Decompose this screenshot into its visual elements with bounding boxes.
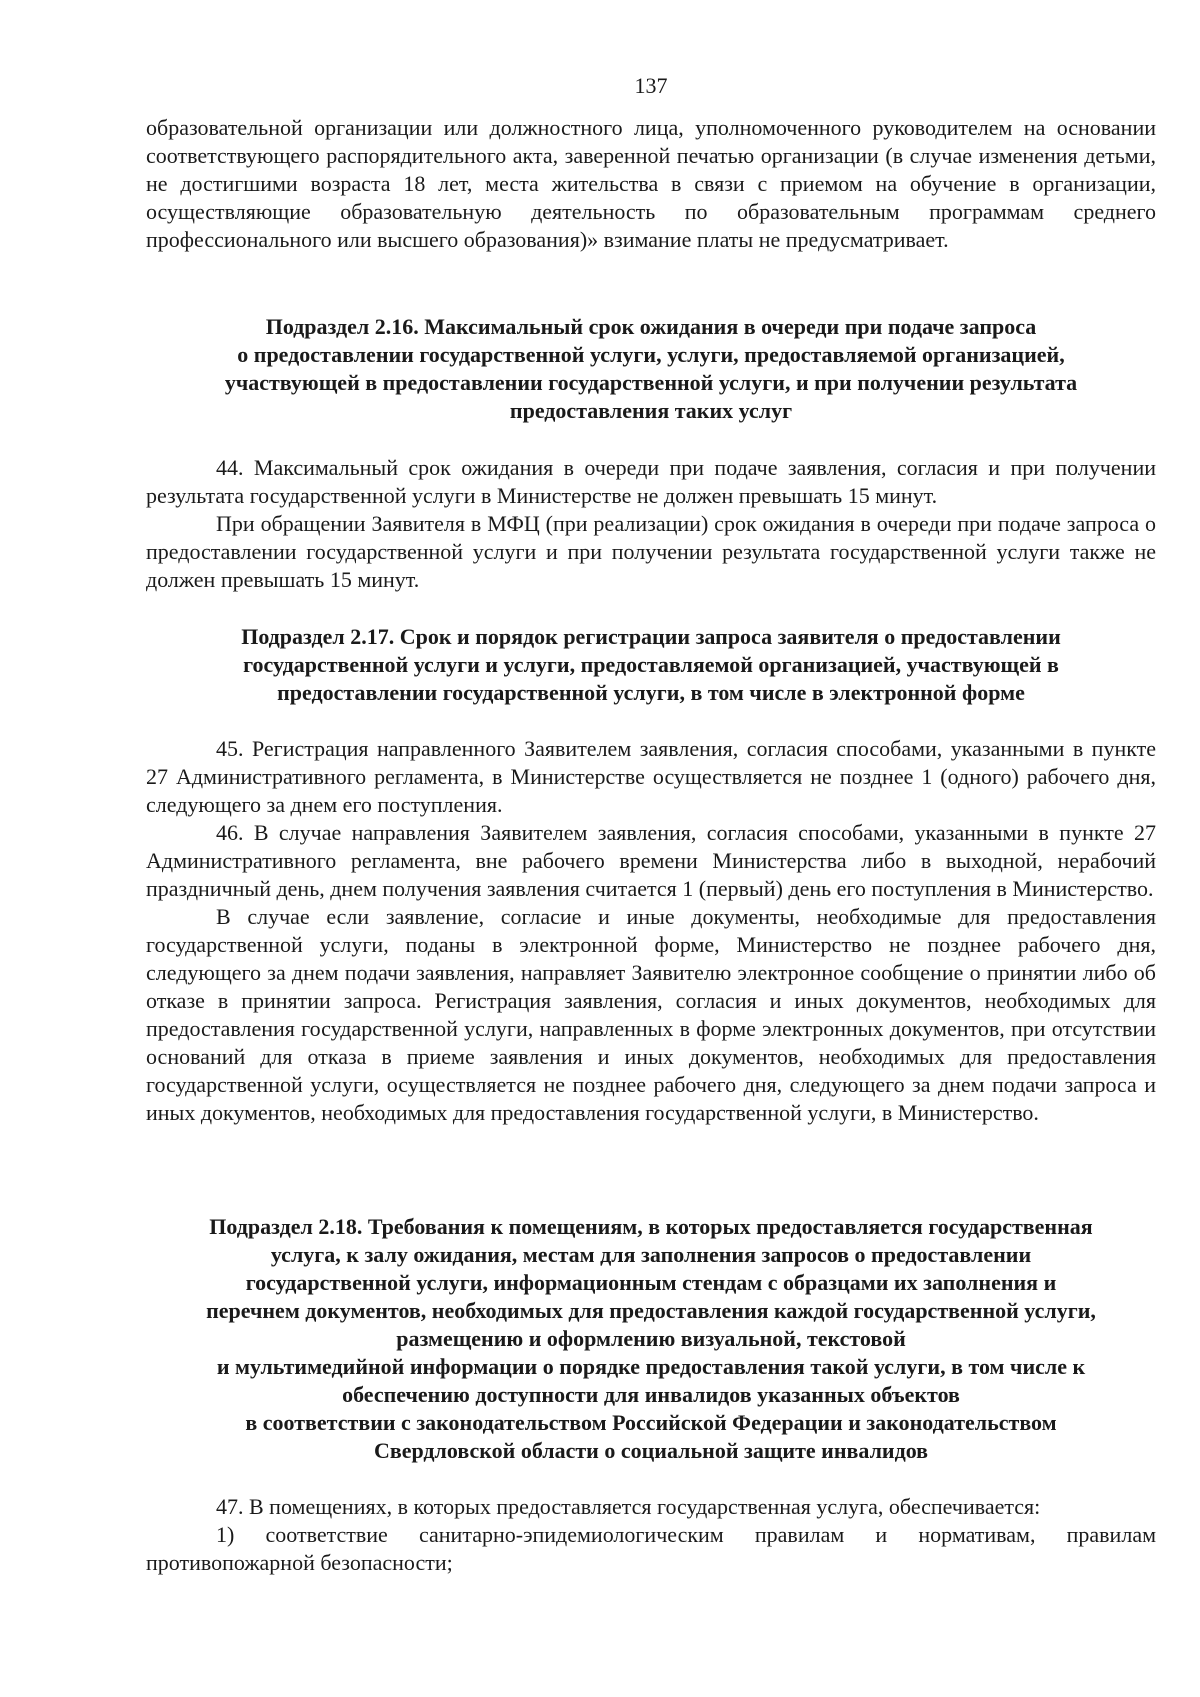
heading-line: Свердловской области о социальной защите инвалидов — [373, 1438, 929, 1463]
paragraph-44: 44. Максимальный срок ожидания в очереди при подаче заявления, согласия и при получении результата государственной услуги в Министерстве не должен превышать 15 минут. — [146, 455, 1156, 508]
paragraph-45: 45. Регистрация направленного Заявителем заявления, согласия способами, указанными в пункте 27 Административного регламента, в Министерстве осуществляется не позднее 1 (одного) рабочего дня, следующего за днем его поступления. — [146, 736, 1156, 817]
heading-line: предоставлении государственной услуги, в том числе в электронной форме — [277, 680, 1025, 705]
heading-line: перечнем документов, необходимых для предоставления каждой государственной услуги, — [206, 1298, 1096, 1323]
heading-line: Подраздел 2.17. Срок и порядок регистрации запроса заявителя о предоставлении — [241, 624, 1061, 649]
heading-line: размещению и оформлению визуальной, текстовой — [396, 1326, 906, 1351]
intro-paragraph: образовательной организации или должностного лица, уполномоченного руководителем на основании соответствующего распорядительного акта, заверенной печатью организации (в случае изменения детьми, не достигшими возраста 18 лет, места жительства в связи с приемом на обучение в организации, осуществляющие образовательную деятельность по образовательным программам среднего профессионального или высшего образования)» взимание платы не предусматривает. — [146, 115, 1156, 252]
paragraph-mfc: При обращении Заявителя в МФЦ (при реализации) срок ожидания в очереди при подаче запроса о предоставлении государственной услуги и при получении результата государственной услуги также не должен превышать 15 минут. — [146, 511, 1156, 592]
section-2-18-body — [146, 1493, 1156, 1577]
section-2-17 — [146, 623, 1156, 707]
section-2-18 — [146, 1213, 1156, 1465]
heading-line: обеспечению доступности для инвалидов указанных объектов — [342, 1382, 960, 1407]
heading-line: услуга, к залу ожидания, местам для заполнения запросов о предоставлении — [270, 1242, 1032, 1267]
section-2-16 — [146, 313, 1156, 425]
page-number: 137 — [634, 73, 668, 98]
heading-line: Подраздел 2.16. Максимальный срок ожидания в очереди при подаче запроса — [265, 314, 1037, 339]
heading-line: и мультимедийной информации о порядке предоставления такой услуги, в том числе к — [216, 1354, 1086, 1379]
heading-line: предоставления таких услуг — [509, 398, 793, 423]
section-2-16-heading — [146, 313, 1156, 425]
heading-line: о предоставлении государственной услуги, услуги, предоставляемой организацией, — [237, 342, 1065, 367]
paragraph-47: 47. В помещениях, в которых предоставляется государственная услуга, обеспечивается: — [216, 1494, 1041, 1519]
heading-line: государственной услуги и услуги, предоставляемой организацией, участвующей в — [243, 652, 1059, 677]
heading-line: участвующей в предоставлении государственной услуги, и при получении результата — [224, 370, 1078, 395]
paragraph-47-item-1: 1) соответствие санитарно-эпидемиологическим правилам и нормативам, правилам противопожарной безопасности; — [146, 1522, 1156, 1575]
intro-block — [146, 114, 1156, 254]
paragraph-electronic: В случае если заявление, согласие и иные документы, необходимые для предоставления государственной услуги, поданы в электронной форме, Министерство не позднее рабочего дня, следующего за днем подачи заявления, направляет Заявителю электронное сообщение о принятии либо об отказе в принятии запроса. Регистрация заявления, согласия и иных документов, необходимых для предоставления государственной услуги, направленных в форме электронных документов, при отсутствии оснований для отказа в приеме заявления и иных документов, необходимых для предоставления государственной услуги, осуществляется не позднее рабочего дня, следующего за днем подачи запроса и иных документов, необходимых для предоставления государственной услуги, в Министерство. — [146, 904, 1156, 1125]
section-2-17-heading — [146, 623, 1156, 707]
section-2-18-heading — [146, 1213, 1156, 1465]
heading-line: государственной услуги, информационным стендам с образцами их заполнения и — [245, 1270, 1057, 1295]
paragraph-46: 46. В случае направления Заявителем заявления, согласия способами, указанными в пункте 27 Административного регламента, вне рабочего времени Министерства либо в выходной, нерабочий праздничный день, днем получения заявления считается 1 (первый) день его поступления в Министерство. — [146, 820, 1156, 901]
heading-line: Подраздел 2.18. Требования к помещениям, в которых предоставляется государственная — [209, 1214, 1093, 1239]
heading-line: в соответствии с законодательством Российской Федерации и законодательством — [245, 1410, 1057, 1435]
section-2-16-body — [146, 454, 1156, 594]
section-2-17-body — [146, 735, 1156, 1127]
